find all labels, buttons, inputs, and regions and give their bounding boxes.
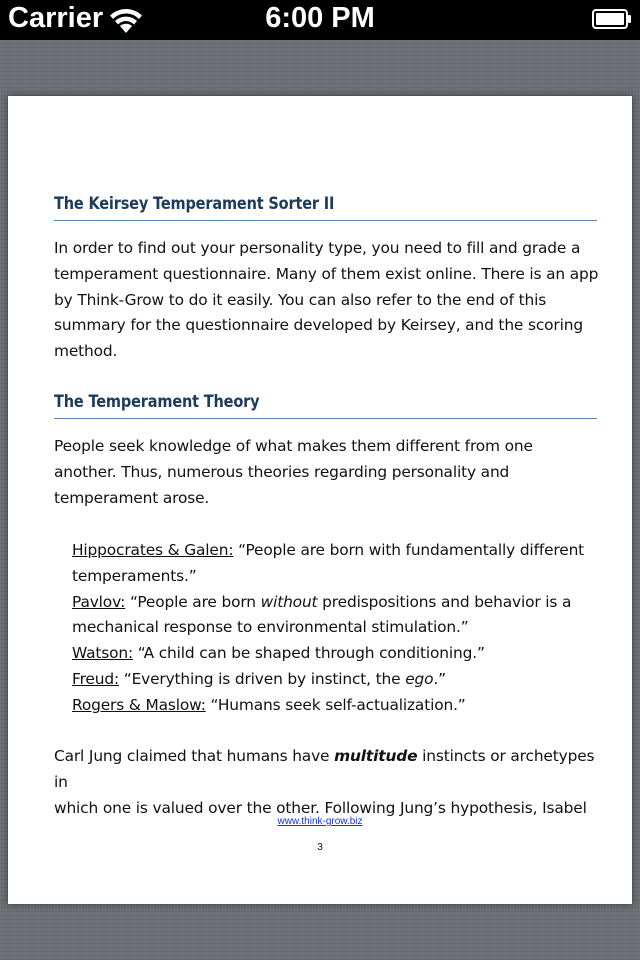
quote-text: temperaments.” xyxy=(72,566,197,585)
quote-author: Hippocrates & Galen: xyxy=(72,541,234,559)
text-line: which one is valued over the other. Following Jung’s hypothesis, Isabel xyxy=(54,798,587,817)
quote-pavlov xyxy=(72,590,612,616)
document-page[interactable] xyxy=(8,96,632,904)
text-line: by Think-Grow to do it easily. You can also refer to the end of this xyxy=(54,290,547,309)
intro-paragraph xyxy=(54,236,604,365)
text-line: temperament questionnaire. Many of them exist online. There is an app xyxy=(54,264,599,283)
section-heading-keirsey: The Keirsey Temperament Sorter II xyxy=(54,194,335,213)
quote-list xyxy=(72,538,612,719)
quote-text: predispositions and behavior is a xyxy=(317,592,572,611)
quote-text: “Humans seek self-actualization.” xyxy=(205,695,466,714)
quote-text: “A child can be shaped through conditioning.” xyxy=(133,644,485,663)
text-line: method. xyxy=(54,342,118,361)
status-bar xyxy=(0,0,640,40)
section-heading-temperament: The Temperament Theory xyxy=(54,392,260,411)
quote-author: Freud: xyxy=(72,669,119,688)
battery-icon xyxy=(592,9,632,29)
heading-rule xyxy=(54,220,597,221)
carrier-label: Carrier xyxy=(8,2,104,34)
footer-website-link[interactable]: www.think-grow.biz xyxy=(277,816,363,827)
text-line: summary for the questionnaire developed by Keirsey, and the scoring xyxy=(54,316,583,335)
strong-emphasis: multitude xyxy=(334,747,418,765)
text-line: In order to find out your personality type, you need to fill and grade a xyxy=(54,239,581,257)
text-span: instincts or archetypes in xyxy=(54,747,595,791)
emphasis: ego xyxy=(405,669,434,688)
text-line: temperament arose. xyxy=(54,488,210,507)
quote-text: mechanical response to environmental stimulation.” xyxy=(72,618,469,637)
quote-author: Watson: xyxy=(72,644,134,663)
clock: 6:00 PM xyxy=(265,2,375,34)
emphasis: without xyxy=(260,592,318,611)
quote-text: “People are born xyxy=(125,592,261,611)
heading-rule xyxy=(54,418,597,419)
text-line: another. Thus, numerous theories regarding personality and xyxy=(54,462,510,481)
quote-author: Pavlov: xyxy=(72,592,126,611)
quote-hippocrates xyxy=(72,538,612,564)
quote-watson xyxy=(72,641,612,667)
quote-freud xyxy=(72,667,612,693)
quote-text: “Everything is driven by instinct, the xyxy=(119,669,406,688)
quote-text: “People are born with fundamentally different xyxy=(233,541,585,559)
page-number: 3 xyxy=(317,842,323,853)
text-line xyxy=(54,744,604,796)
theory-paragraph xyxy=(54,434,604,511)
text-span: Carl Jung claimed that humans have xyxy=(54,747,335,765)
jung-paragraph xyxy=(54,744,604,821)
quote-text: .” xyxy=(433,669,446,688)
quote-rogers-maslow xyxy=(72,693,612,719)
quote-author: Rogers & Maslow: xyxy=(72,695,206,714)
text-line: People seek knowledge of what makes them different from one xyxy=(54,437,533,455)
